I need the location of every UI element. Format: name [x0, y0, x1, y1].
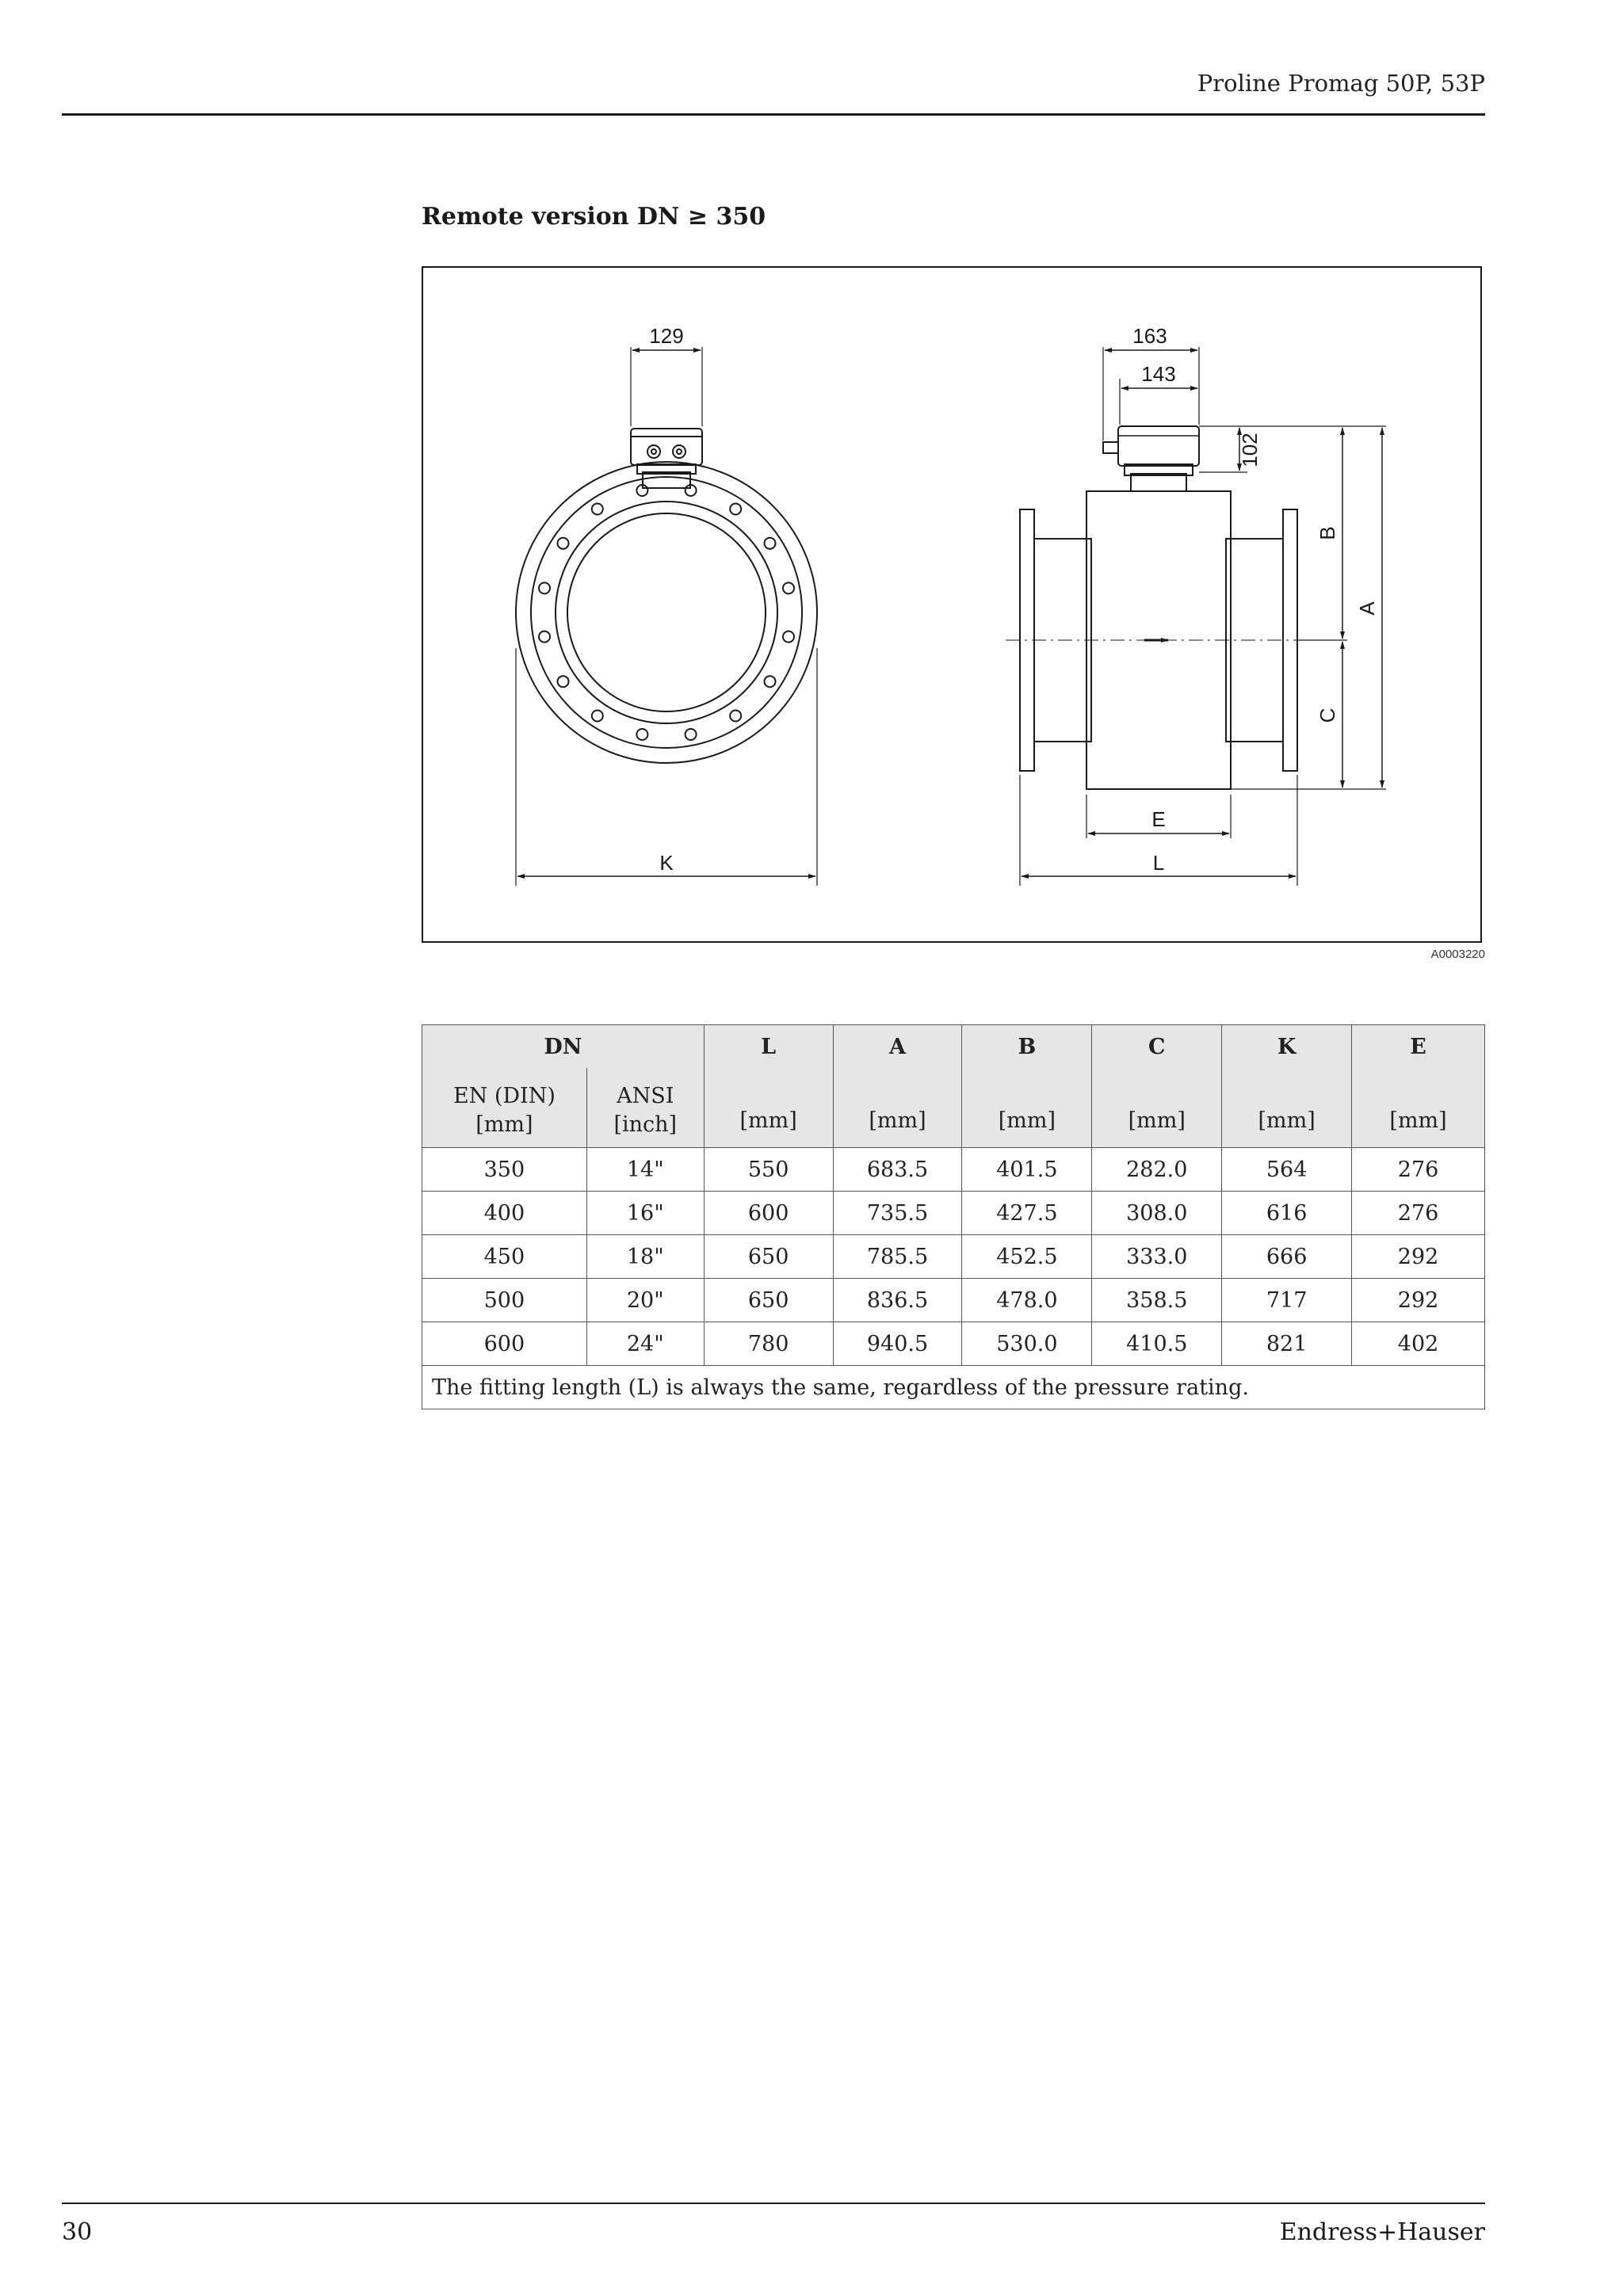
footer-brand: Endress+Hauser	[1279, 2218, 1485, 2246]
dim-label-c: C	[1316, 707, 1339, 723]
header-title: Proline Promag 50P, 53P	[1197, 70, 1485, 97]
cell: 616	[1222, 1192, 1352, 1235]
header-en-din: EN (DIN) [mm]	[422, 1068, 587, 1148]
cell: 785.5	[833, 1235, 962, 1279]
cell: 550	[704, 1148, 833, 1192]
table-row	[422, 1322, 1485, 1366]
bolt-hole	[765, 538, 776, 549]
page-number: 30	[62, 2218, 93, 2246]
table-row	[422, 1279, 1485, 1322]
cell: 20"	[586, 1279, 704, 1322]
cell: 402	[1352, 1322, 1485, 1366]
dim-label-143: 143	[1141, 362, 1176, 386]
cell: 650	[704, 1279, 833, 1322]
header-l: L [mm]	[704, 1025, 833, 1148]
cell: 276	[1352, 1192, 1485, 1235]
cell: 478.0	[962, 1279, 1092, 1322]
dim-label-b: B	[1316, 526, 1339, 540]
cell: 400	[422, 1192, 587, 1235]
bolt-hole	[765, 676, 776, 687]
bolt-hole	[539, 582, 550, 593]
cell: 292	[1352, 1235, 1485, 1279]
header-rule	[62, 113, 1485, 116]
cell: 401.5	[962, 1148, 1092, 1192]
bolt-hole	[592, 711, 603, 722]
cell: 735.5	[833, 1192, 962, 1235]
dim-label-102: 102	[1238, 433, 1262, 467]
section-title: Remote version DN ≥ 350	[422, 203, 766, 231]
cell: 940.5	[833, 1322, 962, 1366]
bolt-hole	[685, 729, 697, 740]
header-b: B [mm]	[962, 1025, 1092, 1148]
dim-label-129: 129	[649, 324, 684, 348]
bolt-hole	[783, 631, 794, 643]
cell: 410.5	[1092, 1322, 1222, 1366]
cell: 780	[704, 1322, 833, 1366]
dimension-drawing-svg	[423, 268, 1484, 944]
cell: 821	[1222, 1322, 1352, 1366]
cell: 276	[1352, 1148, 1485, 1192]
cell: 350	[422, 1148, 587, 1192]
dim-label-a: A	[1355, 601, 1379, 616]
cell: 292	[1352, 1279, 1485, 1322]
cell: 717	[1222, 1279, 1352, 1322]
bolt-holes	[539, 485, 794, 740]
bolt-hole	[730, 711, 741, 722]
cell: 564	[1222, 1148, 1352, 1192]
cell: 683.5	[833, 1148, 962, 1192]
bolt-hole	[558, 676, 569, 687]
cell: 450	[422, 1235, 587, 1279]
header-c: C [mm]	[1092, 1025, 1222, 1148]
cell: 282.0	[1092, 1148, 1222, 1192]
cell: 600	[422, 1322, 587, 1366]
cell: 16"	[586, 1192, 704, 1235]
cell: 18"	[586, 1235, 704, 1279]
header-k: K [mm]	[1222, 1025, 1352, 1148]
dimensions-table	[422, 1024, 1485, 1409]
dim-label-k: K	[659, 851, 674, 875]
bolt-hole	[730, 504, 741, 515]
front-view	[516, 347, 817, 886]
cell: 530.0	[962, 1322, 1092, 1366]
cell: 333.0	[1092, 1235, 1222, 1279]
cell: 358.5	[1092, 1279, 1222, 1322]
cell: 836.5	[833, 1279, 962, 1322]
cell: 24"	[586, 1322, 704, 1366]
table-row	[422, 1235, 1485, 1279]
dim-label-l: L	[1152, 851, 1165, 875]
table-row	[422, 1192, 1485, 1235]
cell: 500	[422, 1279, 587, 1322]
header-e: E [mm]	[1352, 1025, 1485, 1148]
side-view	[1006, 347, 1386, 886]
figure-id: A0003220	[1430, 948, 1485, 961]
cell: 600	[704, 1192, 833, 1235]
cell: 452.5	[962, 1235, 1092, 1279]
bolt-hole	[636, 729, 647, 740]
bolt-hole	[592, 504, 603, 515]
cell: 14"	[586, 1148, 704, 1192]
footer-rule	[62, 2203, 1485, 2204]
dim-label-e: E	[1151, 807, 1166, 831]
bolt-hole	[558, 538, 569, 549]
bolt-hole	[783, 582, 794, 593]
cell: 666	[1222, 1235, 1352, 1279]
cell: 650	[704, 1235, 833, 1279]
bolt-hole	[539, 631, 550, 643]
cell: 308.0	[1092, 1192, 1222, 1235]
header-ansi: ANSI [inch]	[586, 1068, 704, 1148]
table-row	[422, 1148, 1485, 1192]
cell: 427.5	[962, 1192, 1092, 1235]
header-dn: DN	[422, 1025, 705, 1069]
header-a: A [mm]	[833, 1025, 962, 1148]
table-note: The fitting length (L) is always the same, regardless of the pressure rating.	[422, 1366, 1485, 1409]
dimension-drawing	[422, 266, 1482, 943]
dim-label-163: 163	[1132, 324, 1167, 348]
